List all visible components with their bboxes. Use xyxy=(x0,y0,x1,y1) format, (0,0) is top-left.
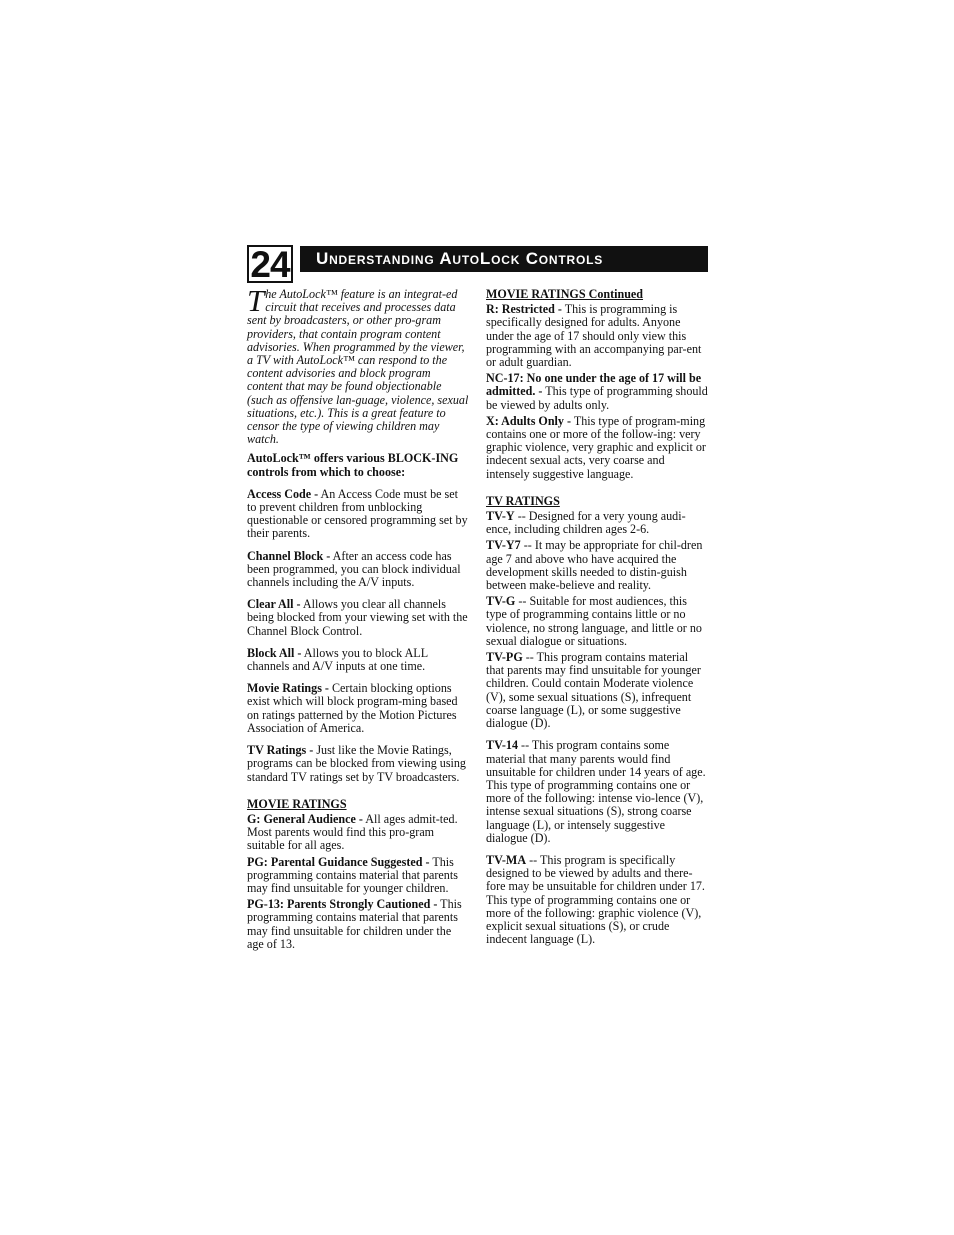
rating-text: This programming contains material that parents may find unsuitable for younger children. xyxy=(247,854,458,895)
tv-rating-ma xyxy=(486,854,708,946)
control-clear-all xyxy=(247,598,469,638)
rating-nc17 xyxy=(486,372,708,412)
tv-rating-y xyxy=(486,510,708,536)
rating-term: NC-17: No one under the age of 17 will be admitted. - xyxy=(486,371,702,399)
tv-rating-term: TV-14 xyxy=(486,738,519,753)
section-title: Understanding AutoLock Controls xyxy=(300,246,708,272)
control-channel-block xyxy=(247,550,469,590)
control-term: Block All - xyxy=(247,645,302,660)
tv-rating-text: -- This program is specifically designed to be viewed by adults and there-fore may be unsuitable for children under 17. This type of programming contains one or more of the following: graphic violence (V), explicit sexual situations (S), or crude indecent language (L). xyxy=(486,852,705,947)
rating-text: This type of program-ming contains one or more of the follow-ing: very graphic violence, very graphic and explicit or indecent sexual acts, very coarse and intensely suggestive language. xyxy=(486,413,706,481)
tv-rating-term: TV-G xyxy=(486,594,516,609)
tv-rating-g xyxy=(486,595,708,648)
tv-rating-y7 xyxy=(486,539,708,592)
rating-text: This type of programming should be viewed by adults only. xyxy=(486,384,708,412)
tv-rating-text: -- Designed for a very young audi-ence, including children ages 2-6. xyxy=(486,509,686,537)
movie-ratings-heading: MOVIE RATINGS xyxy=(247,796,347,811)
control-text: Certain blocking options exist which will block program-ming based on ratings patterned by the Motion Pictures Association of America. xyxy=(247,681,458,735)
tv-rating-14 xyxy=(486,739,708,845)
drop-cap: T xyxy=(247,283,265,318)
tv-rating-text: -- Suitable for most audiences, this type of programming contains little or no violence, no strong language, and little or no sexual dialogue or situations. xyxy=(486,594,702,648)
tv-rating-text: -- This program contains some material that many parents would find unsuitable for children under 14 years of age. This type of programming contains one or more of the following: intense vio-lence (V), intense sexual situations (S), strong coarse language (L), or intensely suggestive dialogue (D). xyxy=(486,738,706,845)
rating-term: G: General Audience - xyxy=(247,811,363,826)
left-column xyxy=(247,283,469,954)
control-text: Allows you clear all channels being blocked from your viewing set with the Channel Block Control. xyxy=(247,597,468,638)
rating-text: This is programming is specifically designed for adults. Anyone under the age of 17 should only view this programming with an accompanying par-ent or adult guardian. xyxy=(486,302,702,370)
movie-ratings-continued-heading: MOVIE RATINGS Continued xyxy=(486,287,644,301)
rating-pg xyxy=(247,856,469,896)
intro-text: he AutoLock™ feature is an integrat-ed circuit that receives and processes data sent by broadcasters, or other pro-gram providers, that contain program content advisories. When programmed by the viewer, a TV with AutoLock™ can respond to the content advisories and block program content that may be found objectionable (such as offensive lan-guage, violence, sexual situations, etc.). This is a great feature to censor the type of viewing children may watch. xyxy=(247,287,469,447)
control-text: Just like the Movie Ratings, programs can be blocked from viewing using standard TV ratings set by TV broadcasters. xyxy=(247,743,466,784)
control-text: An Access Code must be set to prevent children from unblocking questionable or censored programming set by their parents. xyxy=(247,486,468,541)
tv-rating-term: TV-Y7 xyxy=(486,538,521,553)
rating-x xyxy=(486,415,708,481)
control-text: After an access code has been programmed, you can block individual channels including the A/V inputs. xyxy=(247,548,461,590)
tv-rating-text: -- It may be appropriate for chil-dren age 7 and above who have acquired the development skills needed to distin-guish between make-believe and reality. xyxy=(486,538,703,593)
control-movie-ratings xyxy=(247,682,469,735)
tv-rating-term: TV-MA xyxy=(486,852,527,867)
right-column xyxy=(486,288,708,949)
control-term: Channel Block - xyxy=(247,548,331,563)
tv-rating-term: TV-Y xyxy=(486,509,515,524)
page-number: 24 xyxy=(247,245,293,283)
control-term: TV Ratings - xyxy=(247,743,314,758)
control-tv-ratings xyxy=(247,744,469,784)
control-text: Allows you to block ALL channels and A/V inputs at one time. xyxy=(247,645,428,674)
rating-term: R: Restricted - xyxy=(486,302,562,317)
tv-rating-pg xyxy=(486,651,708,730)
control-term: Clear All - xyxy=(247,597,301,612)
rating-pg13 xyxy=(247,898,469,951)
rating-term: X: Adults Only - xyxy=(486,413,572,428)
control-term: Movie Ratings - xyxy=(247,681,329,696)
rating-term: PG: Parental Guidance Suggested - xyxy=(247,854,430,869)
rating-text: All ages admit-ted. Most parents would find this pro-gram suitable for all ages. xyxy=(247,811,458,853)
rating-g xyxy=(247,813,469,853)
tv-rating-text: -- This program contains material that parents may find unsuitable for younger children. Could contain Moderate violence (V), some sexual situations (S), infrequent coarse language (L), or some suggestive dialogue (D). xyxy=(486,650,701,731)
tv-ratings-heading: TV RATINGS xyxy=(486,493,560,508)
control-term: Access Code - xyxy=(247,486,319,501)
rating-term: PG-13: Parents Strongly Cautioned - xyxy=(247,897,438,912)
rating-r xyxy=(486,303,708,369)
control-access-code xyxy=(247,488,469,541)
controls-heading: AutoLock™ offers various BLOCK-ING controls from which to choose: xyxy=(247,451,459,479)
intro-paragraph xyxy=(247,283,469,447)
rating-text: This programming contains material that parents may find unsuitable for children under the age of 13. xyxy=(247,897,462,951)
control-block-all xyxy=(247,647,469,673)
tv-rating-term: TV-PG xyxy=(486,650,523,665)
